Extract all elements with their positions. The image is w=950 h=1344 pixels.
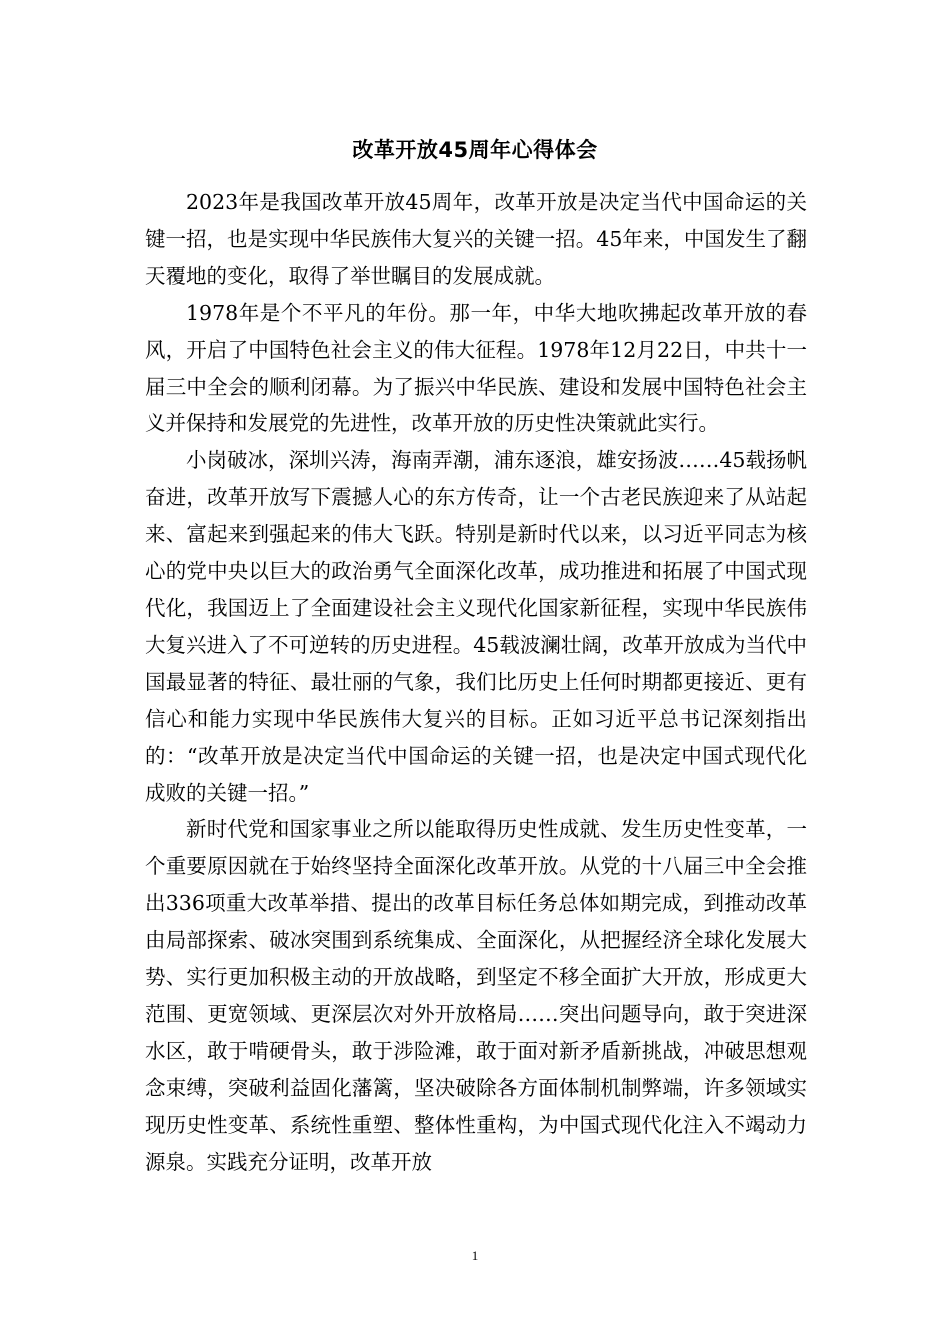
paragraph-4: 新时代党和国家事业之所以能取得历史性成就、发生历史性变革，一个重要原因就在于始终坚持全面深化改革开放。从党的十八届三中全会推出336项重大改革举措、提出的改革目标任务总体如期完成，到推动改革由局部探索、破冰突围到系统集成、全面深化，从把握经济全球化发展大势、实行更加积极主动的开放战略，到坚定不移全面扩大开放，形成更大范围、更宽领域、更深层次对外开放格局……突出问题导向，敢于突进深水区，敢于啃硬骨头，敢于涉险滩，敢于面对新矛盾新挑战，冲破思想观念束缚，突破利益固化藩篱，坚决破除各方面体制机制弊端，许多领域实现历史性变革、系统性重塑、整体性重构，为中国式现代化注入不竭动力源泉。实践充分证明，改革开放 [145,817,807,1174]
paragraph-1: 2023年是我国改革开放45周年，改革开放是决定当代中国命运的关键一招，也是实现中华民族伟大复兴的关键一招。45年来，中国发生了翻天覆地的变化，取得了举世瞩目的发展成就。 [145,190,807,288]
document-title: 改革开放45周年心得体会 [352,138,598,162]
paragraph-3: 小岗破冰，深圳兴涛，海南弄潮，浦东逐浪，雄安扬波……45载扬帆奋进，改革开放写下震撼人心的东方传奇，让一个古老民族迎来了从站起来、富起来到强起来的伟大飞跃。特别是新时代以来，以习近平同志为核心的党中央以巨大的政治勇气全面深化改革，成功推进和拓展了中国式现代化，我国迈上了全面建设社会主义现代化国家新征程，实现中华民族伟大复兴进入了不可逆转的历史进程。45载波澜壮阔，改革开放成为当代中国最显著的特征、最壮丽的气象，我们比历史上任何时期都更接近、更有信心和能力实现中华民族伟大复兴的目标。正如习近平总书记深刻指出的：“改革开放是决定当代中国命运的关键一招，也是决定中国式现代化成败的关键一招。” [145,448,807,805]
paragraph-2: 1978年是个不平凡的年份。那一年，中华大地吹拂起改革开放的春风，开启了中国特色社会主义的伟大征程。1978年12月22日，中共十一届三中全会的顺利闭幕。为了振兴中华民族、建设和发展中国特色社会主义并保持和发展党的先进性，改革开放的历史性决策就此实行。 [145,300,807,436]
page-number: 1 [471,1248,479,1263]
document-body [145,184,807,1180]
